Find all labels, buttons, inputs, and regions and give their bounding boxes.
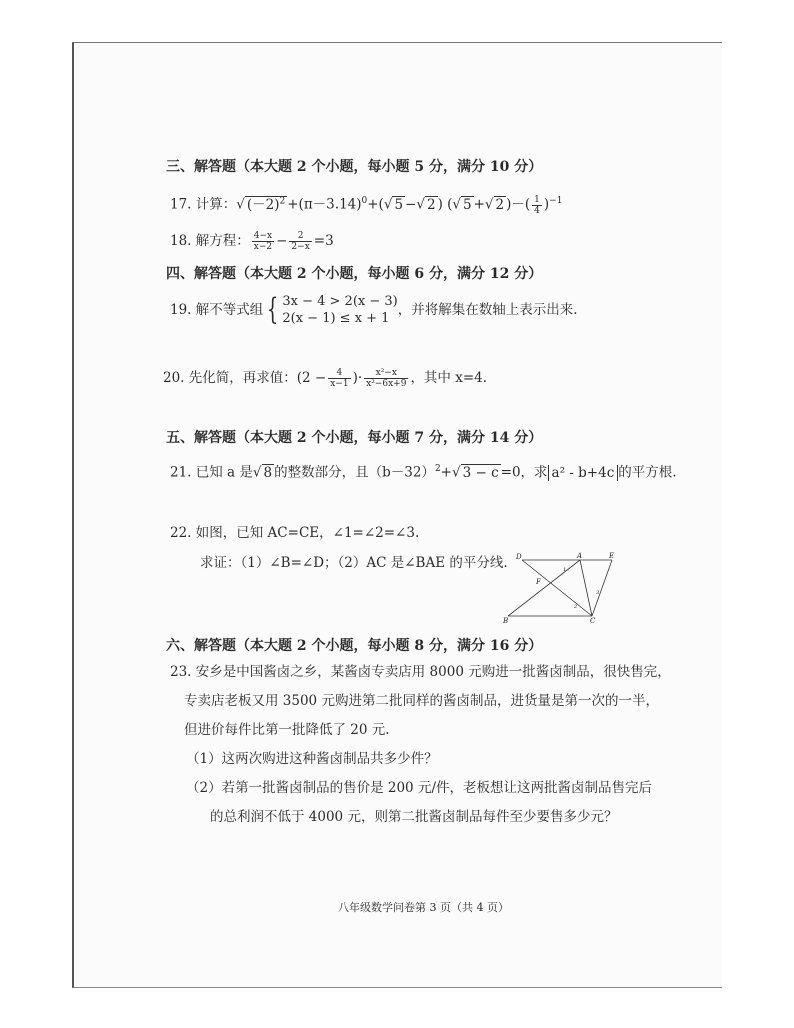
q17-fraction [532,195,542,216]
q21-equals: =0，求 [500,464,548,481]
q17-t4: ) ( [437,196,453,213]
question-22-line-1: 22. 如图，已知 AC=CE，∠1=∠2=∠3. [170,525,420,541]
fig-label-a: A [577,552,583,560]
page-footer: 八年级数学问卷第 3 页（共 4 页） [338,901,509,914]
q18-minus: − [276,233,288,249]
q20-part-b: )· [352,370,363,386]
q17-t3: +( [367,196,384,213]
fig-label-f: F [536,578,541,586]
q19-inequality-1: 3x − 4 > 2(x − 3) [282,294,398,309]
q20-fraction-2 [364,368,408,389]
section-3-heading: 三、解答题（本大题 2 个小题，每小题 5 分，满分 10 分） [166,159,543,175]
q19-brace: { [267,292,279,327]
q18-label: 18. 解方程： [170,233,250,249]
q17-root2-a: 2 [426,196,436,213]
fig-label-d: D [516,553,522,561]
q21-root-3c: 3 − c [462,464,499,481]
question-23-line-2: 专卖店老板又用 3500 元购进第二批同样的酱卤制品，进货量是第一次的一半， [184,693,659,709]
q18-equals: =3 [313,233,334,249]
q21-absolute-value: a² - b+4c [548,465,619,481]
q17-sqrt-symbol: √ [236,196,245,213]
q17-frac-num: 1 [534,194,540,205]
question-22-line-2: 求证：（1）∠B=∠D；（2）AC 是∠BAE 的平分线. [200,555,508,571]
section-4-heading: 四、解答题（本大题 2 个小题，每小题 6 分，满分 12 分） [166,266,543,282]
fig-angle-2: 2 [574,604,578,610]
question-23-sub-1: （1）这两次购进这种酱卤制品共多少件？ [186,751,438,767]
q21-exp: 2 [434,464,441,474]
question-23-sub-2b: 的总利润不低于 4000 元，则第二批酱卤制品每件至少要售多少元？ [210,809,618,825]
q17-root2-b: 2 [495,196,505,213]
geometry-figure [500,552,630,624]
q17-t5: )－( [506,196,531,213]
q18-den-1: x−2 [253,242,273,252]
question-21: 21. 已知 a 是√ 8 的整数部分，且$(b-32)^2+√$ 3 − c =0，求 a² - b+4c 的平方根. [170,464,677,481]
q17-root5-a: 5 [394,196,404,213]
fig-angle-1: 1 [563,567,567,573]
question-23-line-1: 23. 安乡是中国酱卤之乡，某酱卤专卖店用 8000 元购进一批酱卤制品，很快售完， [170,664,671,680]
q20-den-2: x²−6x+9 [366,379,407,389]
q20-part-a: (2 − [296,370,327,386]
q19-system [282,293,397,327]
question-19 [170,293,578,329]
question-18 [170,231,334,252]
q17-minus: − [405,196,417,213]
q19-label: 19. 解不等式组 [170,302,264,318]
q17-frac-den: 4 [534,205,540,216]
q17-t1-exp: 2 [279,196,286,206]
q19-inequality-2: 2(x − 1) ≤ x + 1 [282,311,390,326]
section-6-heading: 六、解答题（本大题 2 个小题，每小题 8 分，满分 16 分） [166,638,543,654]
q17-t1: (－2) [246,196,280,213]
q17-radicand-1 [245,196,287,213]
q20-label: 20. 先化简，再求值： [163,370,297,386]
q21-mid: 的整数部分，且（b－32） [274,464,435,481]
q21-plus: + [440,464,452,481]
q19-tail: ，并将解集在数轴上表示出来. [397,302,578,318]
q17-t2: +(π－3.14) [287,196,362,213]
q21-tail: 的平方根. [618,464,677,481]
q17-t2-exp: 0 [361,196,368,206]
fig-label-e: E [609,552,615,560]
question-17: 17. 计算：√ $(-2)^2 +(\pi-3.14)^0+(√$ 5 −√ 2 ) (√ 5 +√ 2 )－( $\frac{1}{4}$ )$^{-1}$ [170,194,563,216]
section-5-heading: 五、解答题（本大题 2 个小题，每小题 7 分，满分 14 分） [166,430,543,446]
q17-t6-exp: −1 [549,196,563,206]
question-23-line-3: 但进价每件比第一批降低了 20 元. [184,722,390,738]
q18-den-2: 2−x [291,242,310,252]
question-23-sub-2a: （2）若第一批酱卤制品的售价是 200 元/件，老板想让这两批酱卤制品售完后 [186,780,652,796]
fig-angle-3: 3 [596,590,600,596]
q21-root8: 8 [263,464,273,481]
q21-label: 21. 已知 a 是 [170,464,253,481]
q17-plus: + [473,196,485,213]
q20-num-1: 4 [328,368,350,379]
exam-page [72,42,722,988]
q20-den-1: x−1 [330,379,349,389]
q17-t6: ) [543,196,550,213]
fig-label-c: C [590,617,596,624]
q18-num-2: 2 [289,231,311,242]
q18-fraction-1 [252,231,274,252]
question-20 [163,368,487,389]
q20-num-2: x²−x [364,368,408,379]
q20-fraction-1 [328,368,350,389]
q18-num-1: 4−x [253,231,273,241]
fig-label-b: B [503,617,509,624]
q20-tail: ，其中 x=4. [410,370,488,386]
q17-label: 17. 计算： [170,196,237,213]
q18-fraction-2 [289,231,311,252]
q17-root5-b: 5 [463,196,472,213]
